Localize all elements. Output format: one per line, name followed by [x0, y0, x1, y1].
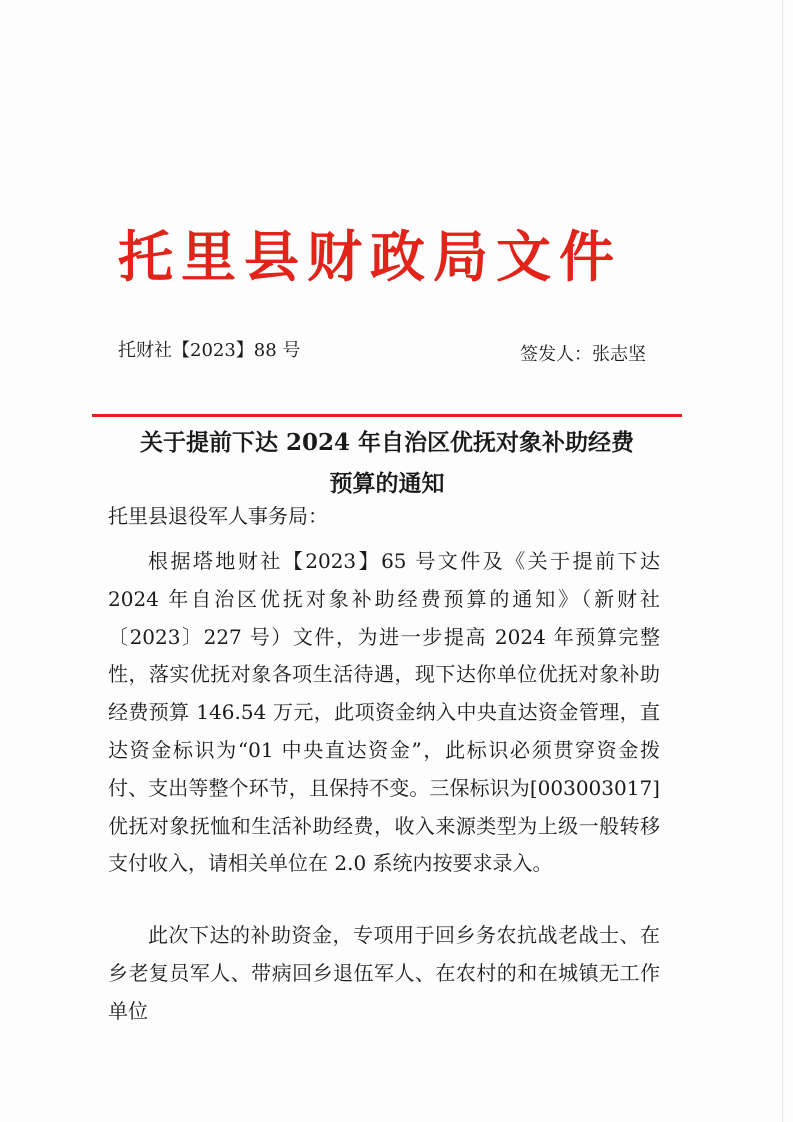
red-separator-line	[92, 414, 682, 417]
body-paragraph-2: 此次下达的补助资金，专项用于回乡务农抗战老战士、在乡老复员军人、带病回乡退伍军人、在农村的和在城镇无工作单位	[108, 923, 660, 1023]
document-header-title: 托里县财政局文件	[118, 224, 623, 289]
scan-edge-line	[782, 0, 783, 1122]
body-paragraph-1: 根据塔地财社【2023】65 号文件及《关于提前下达 2024 年自治区优抚对象补助经费预算的通知》（新财社〔2023〕227 号）文件，为进一步提高 2024 年预算完整性，落实优抚对象各项生活待遇，现下达你单位优抚对象补助经费预算 146.54 万元，此项资金纳入中央直达资金管理，直达资金标识为“01 中央直达资金”，此标识必须贯穿资金拨付、支出等整个环节，且保持不变。三保标识为[003003017]优抚对象抚恤和生活补助经费，收入来源类型为上级一般转移支付收入，请相关单位在 2.0 系统内按要求录入。	[108, 549, 660, 876]
document-number: 托财社【2023】88 号	[118, 340, 301, 361]
addressee: 托里县退役军人事务局：	[108, 504, 328, 528]
notice-title	[92, 422, 682, 504]
notice-title-line-1: 关于提前下达 2024 年自治区优抚对象补助经费	[139, 429, 635, 456]
notice-title-line-2: 预算的通知	[329, 470, 445, 497]
signer: 签发人：张志坚	[520, 344, 646, 365]
